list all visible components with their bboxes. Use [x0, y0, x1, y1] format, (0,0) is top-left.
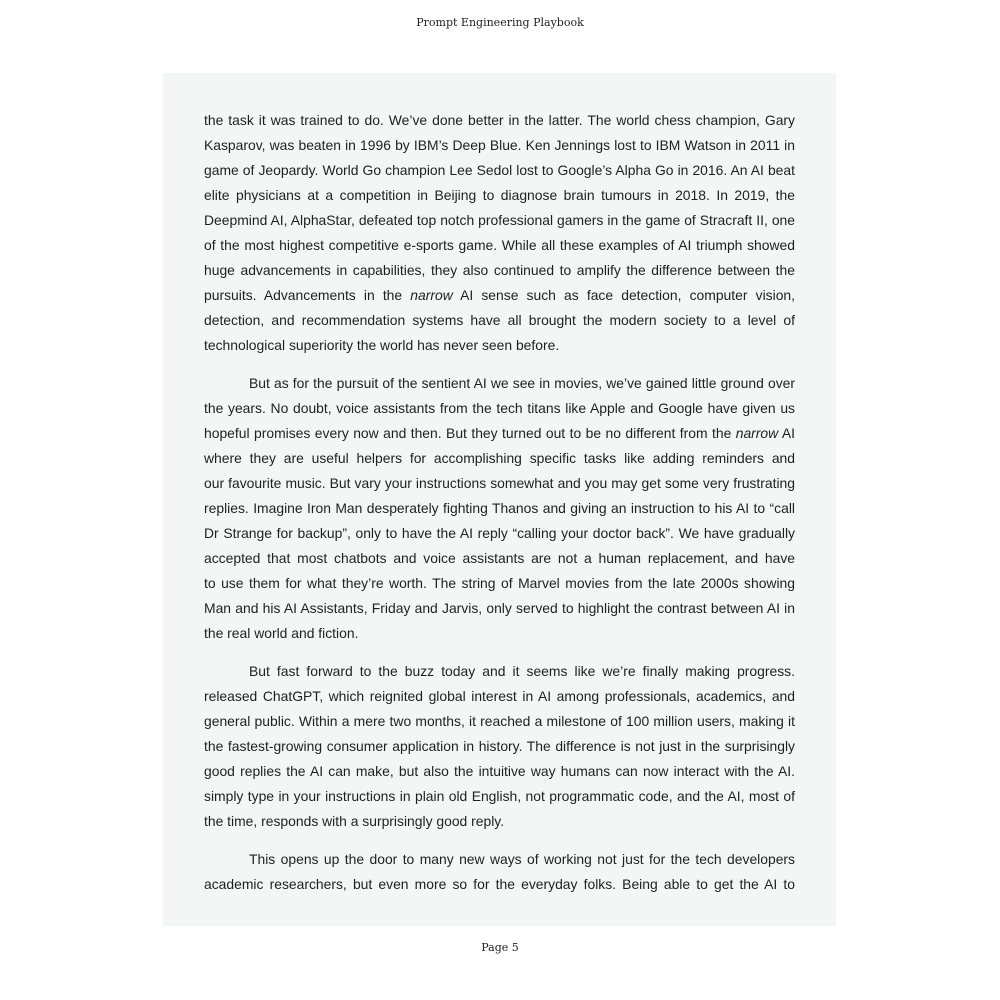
text-run: academic researchers, but even more so for the everyday folks. Being able to get the AI to	[204, 876, 795, 892]
text-line	[204, 521, 795, 546]
text-run: of the most highest competitive e-sports game. While all these examples of AI triumph showed	[204, 237, 795, 253]
text-run: Dr Strange for backup”, only to have the AI reply “calling your doctor back”. We have gradually	[204, 525, 795, 541]
text-line	[204, 709, 795, 734]
text-line	[204, 108, 795, 133]
text-run: elite physicians at a competition in Beijing to diagnose brain tumours in 2018. In 2019, the	[204, 187, 795, 203]
text-line	[204, 809, 795, 834]
text-line	[204, 471, 795, 496]
text-line	[204, 233, 795, 258]
text-line	[204, 759, 795, 784]
text-run: to use them for what they’re worth. The string of Marvel movies from the late 2000s showing	[204, 575, 795, 591]
text-run: game of Jeopardy. World Go champion Lee Sedol lost to Google’s Alpha Go in 2016. An AI beat	[204, 162, 795, 178]
text-line	[204, 371, 795, 396]
text-run: hopeful promises every now and then. But they turned out to be no different from the	[204, 425, 736, 441]
text-line	[204, 546, 795, 571]
text-run: the fastest-growing consumer application in history. The difference is not just in the surprisingly	[204, 738, 795, 754]
text-line	[204, 333, 795, 358]
text-line	[204, 283, 795, 308]
body-paragraph	[204, 659, 795, 834]
running-header: Prompt Engineering Playbook	[416, 16, 584, 29]
text-run: general public. Within a mere two months, it reached a milestone of 100 million users, making it	[204, 713, 795, 729]
text-run: the task it was trained to do. We’ve done better in the latter. The world chess champion, Gary	[204, 112, 795, 128]
text-line	[204, 133, 795, 158]
text-run: technological superiority the world has never seen before.	[204, 337, 560, 353]
text-line	[204, 659, 795, 684]
text-line	[204, 684, 795, 709]
text-line	[204, 446, 795, 471]
text-line	[204, 208, 795, 233]
text-run: simply type in your instructions in plain old English, not programmatic code, and the AI, most of	[204, 788, 795, 804]
text-line	[204, 421, 795, 446]
text-run: where they are useful helpers for accomplishing specific tasks like adding reminders and	[204, 450, 795, 466]
text-line	[204, 734, 795, 759]
content-panel	[163, 73, 836, 926]
text-line	[204, 847, 795, 872]
text-line	[204, 872, 795, 897]
text-line	[204, 158, 795, 183]
body-paragraph	[204, 847, 795, 897]
emphasis-text: narrow	[410, 287, 453, 303]
text-run: But as for the pursuit of the sentient AI we see in movies, we’ve gained little ground over	[249, 375, 795, 391]
text-run: Deepmind AI, AlphaStar, defeated top notch professional gamers in the game of Stracraft II, one	[204, 212, 795, 228]
emphasis-text: narrow	[735, 425, 779, 441]
text-run: released ChatGPT, which reignited global interest in AI among professionals, academics, and	[204, 688, 795, 704]
text-line	[204, 183, 795, 208]
page-number: Page 5	[481, 941, 519, 954]
text-run: pursuits. Advancements in the	[204, 287, 411, 303]
text-line	[204, 784, 795, 809]
text-line	[204, 596, 795, 621]
text-run: accepted that most chatbots and voice assistants are not a human replacement, and have	[204, 550, 795, 566]
text-run: huge advancements in capabilities, they also continued to amplify the difference between the	[204, 262, 795, 278]
text-run: the real world and fiction.	[204, 625, 359, 641]
text-run: our favourite music. But vary your instructions somewhat and you may get some very frustrating	[204, 475, 795, 491]
text-line	[204, 258, 795, 283]
text-run: This opens up the door to many new ways of working not just for the tech developers	[249, 851, 795, 867]
text-line	[204, 308, 795, 333]
text-run: AI sense such as face detection, computer vision,	[460, 287, 795, 303]
body-paragraph	[204, 108, 795, 358]
text-run: Kasparov, was beaten in 1996 by IBM’s Deep Blue. Ken Jennings lost to IBM Watson in 2011 in	[204, 137, 795, 153]
text-run: AI	[778, 425, 795, 441]
text-line	[204, 496, 795, 521]
text-run: detection, and recommendation systems have all brought the modern society to a level of	[204, 312, 795, 328]
text-run: replies. Imagine Iron Man desperately fighting Thanos and giving an instruction to his AI to “call	[204, 500, 795, 516]
body-paragraph	[204, 371, 795, 646]
text-line	[204, 621, 795, 646]
text-run: the time, responds with a surprisingly good reply.	[204, 813, 505, 829]
text-run: the years. No doubt, voice assistants from the tech titans like Apple and Google have given us	[204, 400, 795, 416]
text-run: But fast forward to the buzz today and it seems like we’re finally making progress.	[249, 663, 795, 679]
text-line	[204, 571, 795, 596]
text-run: Man and his AI Assistants, Friday and Jarvis, only served to highlight the contrast between AI in	[204, 600, 795, 616]
text-run: good replies the AI can make, but also the intuitive way humans can now interact with the AI.	[204, 763, 795, 779]
text-line	[204, 396, 795, 421]
